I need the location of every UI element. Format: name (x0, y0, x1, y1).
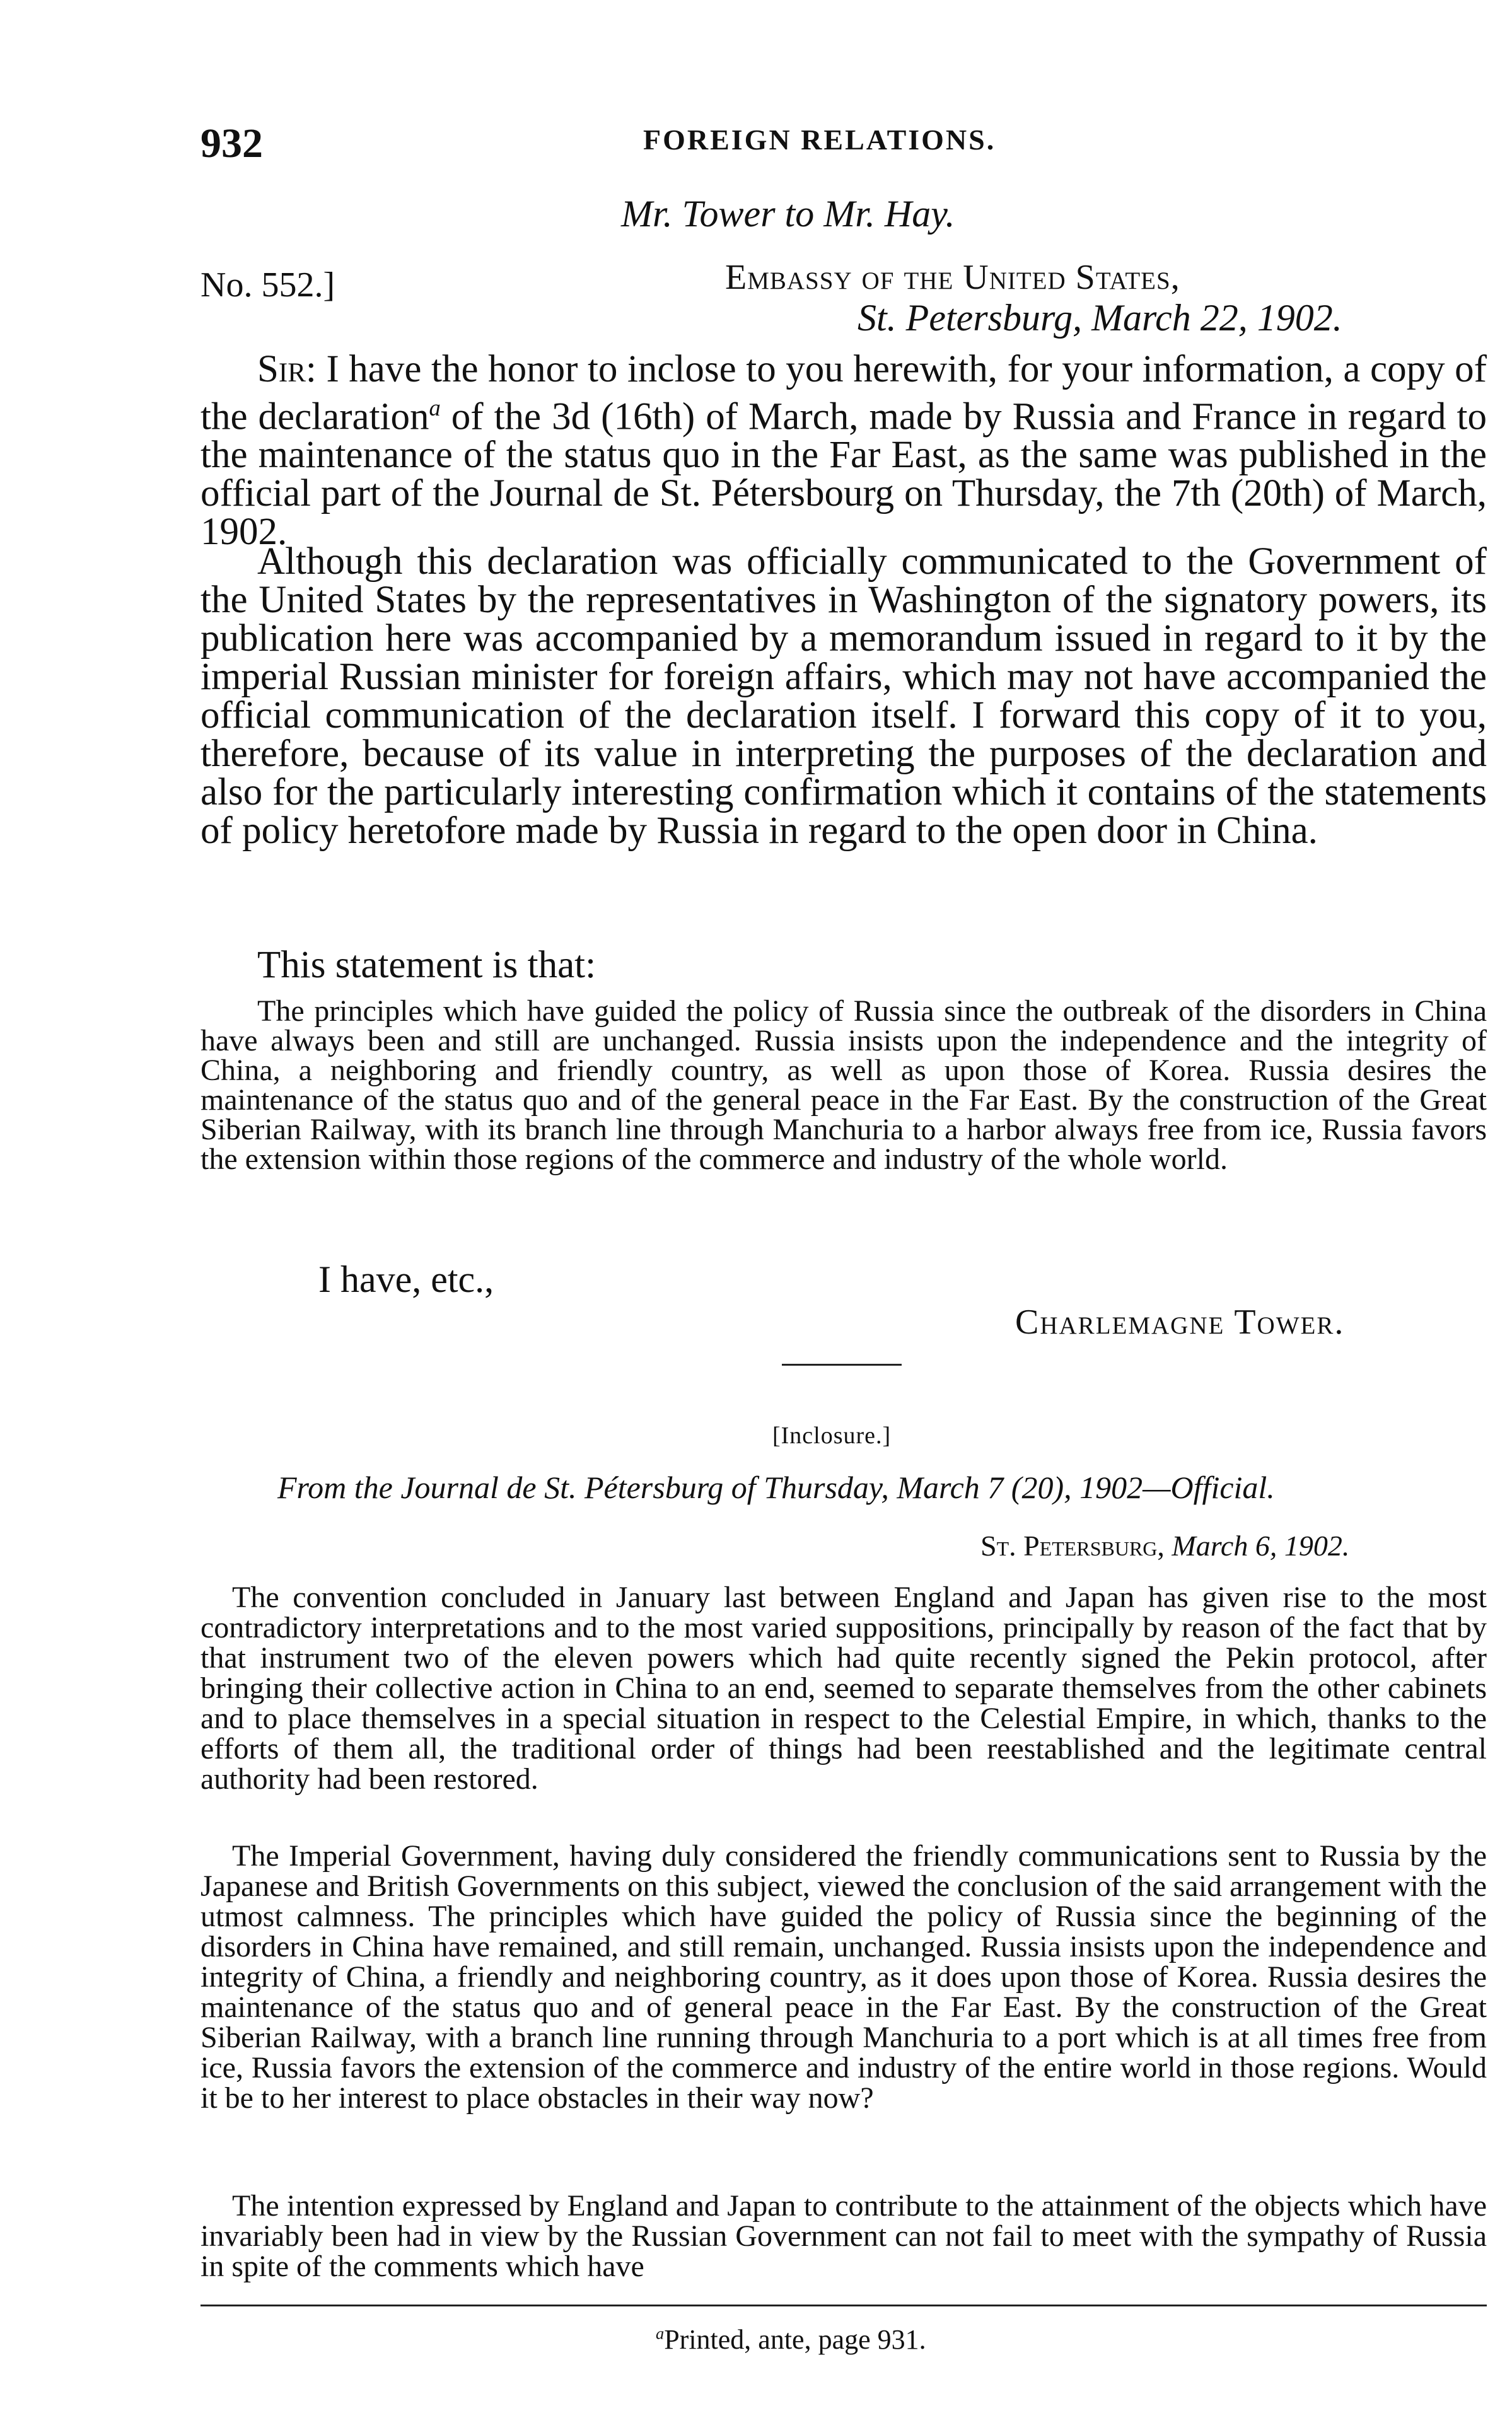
inclosure-dateline (980, 1529, 1349, 1562)
signature: Charlemagne Tower. (1015, 1303, 1345, 1342)
letter-closing: I have, etc., (318, 1259, 494, 1300)
salutation: Sir: (257, 348, 317, 390)
letter-dateline: St. Petersburg, March 22, 1902. (858, 297, 1342, 339)
running-title: FOREIGN RELATIONS. (643, 124, 996, 156)
inclosure-paragraph-1: The convention concluded in January last between England and Japan has given rise to the most contradictory interpretations and to the most varied suppositions, principally by reason of the fact that by that instrument two of the eleven powers which had quite recently signed the Pekin protocol, after bringing their collective action in China to an end, seemed to separate themselves from the other cabinets and to place themselves in a special situation in respect to the Celestial Empire, in which, thanks to the efforts of them all, the traditional order of things had been reestablished and the legitimate central authority had been restored. (201, 1581, 1487, 1796)
dateline-date: March 6, 1902. (1172, 1530, 1350, 1562)
letter-paragraph-1 (201, 348, 1487, 554)
document-number: No. 552.] (201, 265, 335, 305)
page-number: 932 (201, 120, 263, 166)
section-divider (782, 1364, 902, 1366)
footnote (656, 2323, 926, 2356)
inclosure-label: [Inclosure.] (772, 1422, 892, 1449)
footnote-marker: a (429, 395, 441, 421)
letter-title: Mr. Tower to Mr. Hay. (621, 193, 955, 235)
footnote-marker: a (656, 2323, 665, 2343)
footnote-text: Printed, ante, page 931. (664, 2324, 926, 2355)
inclosure-paragraph-2: The Imperial Government, having duly considered the friendly communications sent to Russia by the Japanese and British Governments on this subject, viewed the conclusion of the said arrangement with the utmost calmness. The principles which have guided the policy of Russia since the beginning of the disorders in China have remained, and still remain, unchanged. Russia insists upon the independence and integrity of China, a friendly and neighboring country, as it does upon those of Korea. Russia desires the maintenance of the status quo and of general peace in the Far East. By the construction of the Great Siberian Railway, with a branch line running through Manchuria to a port which is at all times free from ice, Russia favors the extension of the commerce and industry of the entire world in those regions. Would it be to her interest to place obstacles in their way now? (201, 1839, 1487, 2115)
letter-paragraph-2: Although this declaration was officially communicated to the Government of the United States by the representatives in Washington of the signatory powers, its publication here was accompanied by a memorandum issued in regard to it by the imperial Russian minister for foreign affairs, which may not have accompanied the official communication of the declaration itself. I forward this copy of it to you, therefore, because of its value in interpreting the purposes of the declaration and also for the particularly interesting confirmation which it contains of the statements of policy heretofore made by Russia in regard to the open door in China. (201, 540, 1487, 852)
embassy-heading: Embassy of the United States, (725, 258, 1180, 297)
paragraph-text: I have the honor to inclose to you herewith, for your information, a copy of the declaration (201, 348, 1487, 438)
letter-paragraph-3: This statement is that: (257, 944, 596, 986)
quoted-statement: The principles which have guided the policy of Russia since the outbreak of the disorders in China have always been and still are unchanged. Russia insists upon the independence and the integrity of China, a neighboring and friendly country, as well as upon those of Korea. Russia desires the maintenance of the status quo and of the general peace in the Far East. By the construction of the Great Siberian Railway, with its branch line through Manchuria to a harbor always free from ice, Russia favors the extension within those regions of the commerce and industry of the whole world. (201, 994, 1487, 1176)
dateline-place: St. Petersburg, (980, 1530, 1165, 1562)
footnote-rule (201, 2305, 1487, 2306)
paragraph-text: of the 3d (16th) of March, made by Russia and France in regard to the maintenance of the status quo in the Far East, as the same was published in the official part of the Journal de St. Pétersbourg on Thursday, the 7th (20th) of March, 1902. (201, 395, 1487, 554)
inclosure-title: From the Journal de St. Pétersburg of Thursday, March 7 (20), 1902—Official. (277, 1470, 1275, 1505)
inclosure-paragraph-3: The intention expressed by England and Japan to contribute to the attainment of the objects which have invariably been had in view by the Russian Government can not fail to meet with the sympathy of Russia in spite of the comments which have (201, 2189, 1487, 2283)
